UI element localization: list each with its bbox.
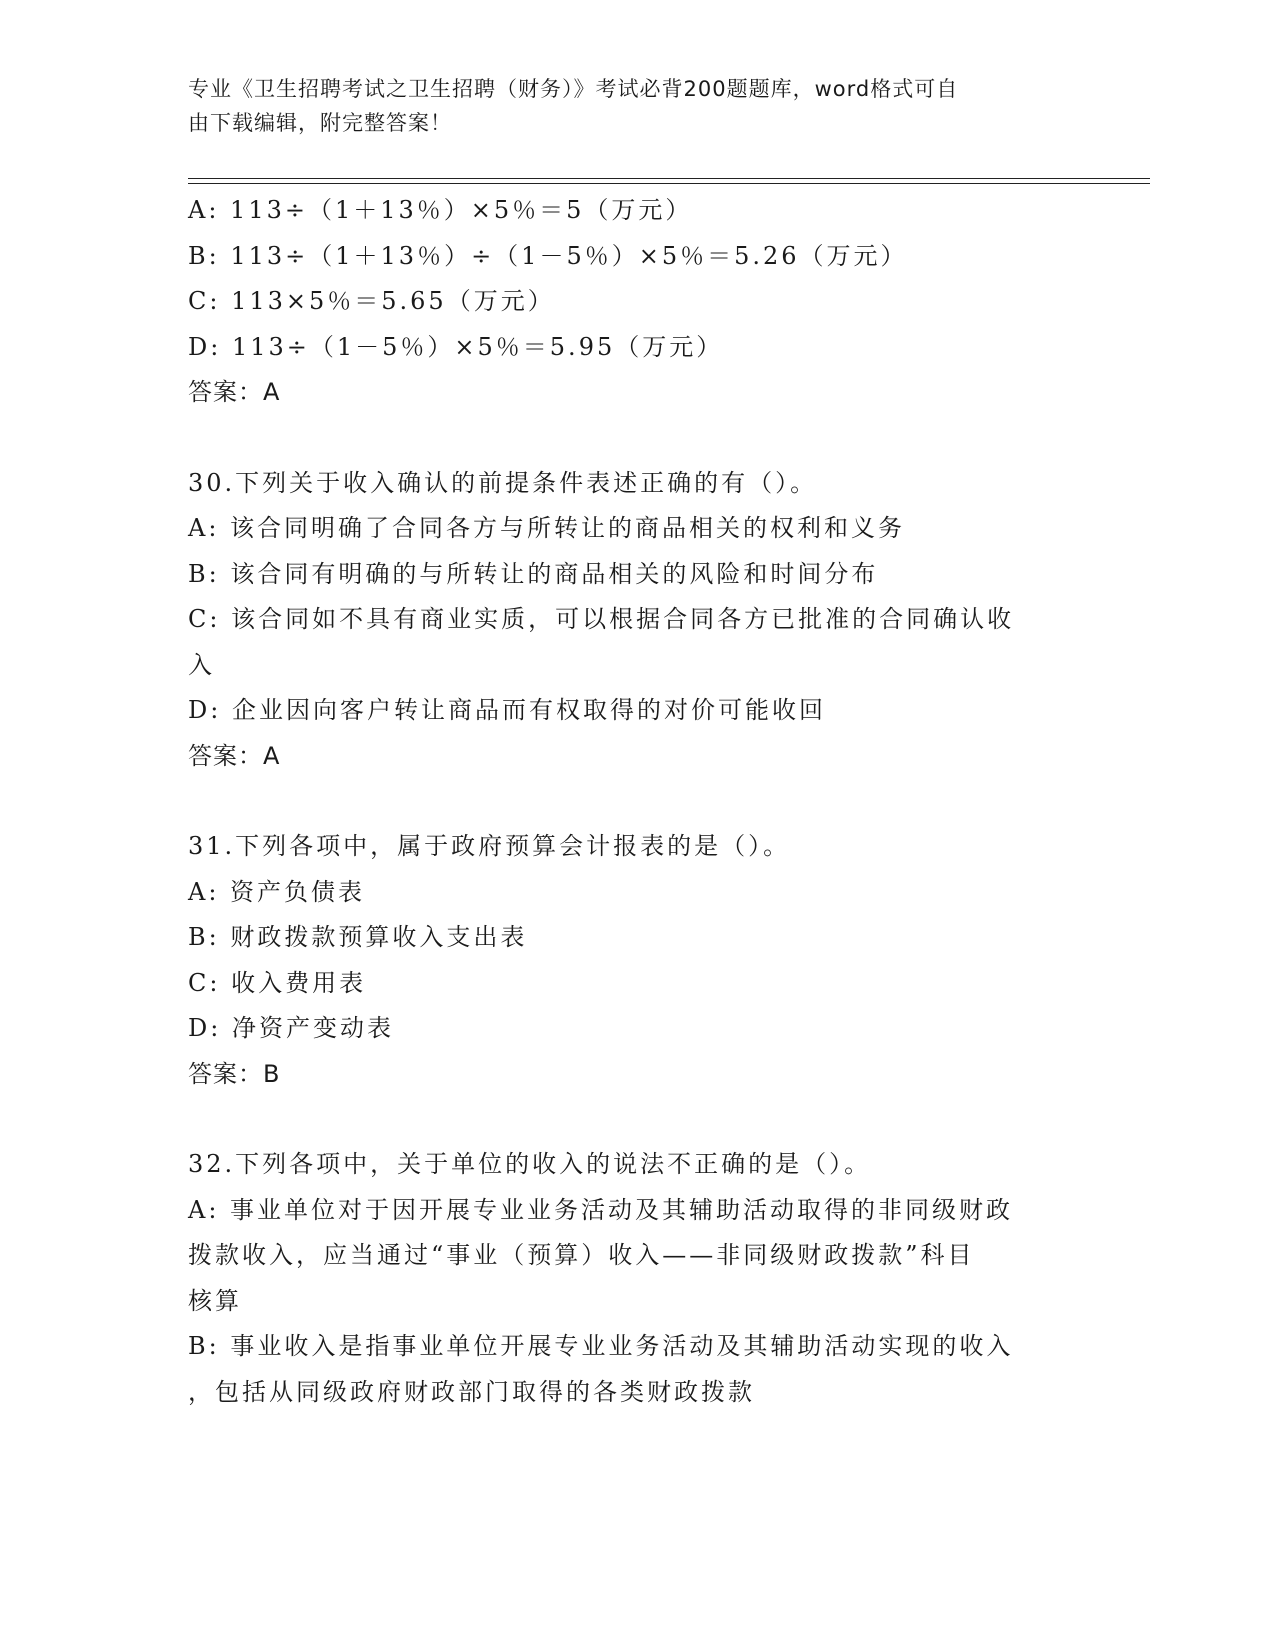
- q30-option-a: A: 该合同明确了合同各方与所转让的商品相关的权利和义务: [188, 514, 906, 542]
- q30-stem: 30.下列关于收入确认的前提条件表述正确的有（）。: [188, 468, 818, 497]
- question-30-block: [188, 461, 1088, 780]
- question-32-block: [188, 1142, 1088, 1415]
- q32-option-b-line-2: ，包括从同级政府财政部门取得的各类财政拨款: [188, 1377, 755, 1406]
- document-header: [188, 72, 1068, 140]
- q32-option-a-line-3: 核算: [188, 1286, 242, 1315]
- question-29-block: [188, 188, 1088, 416]
- header-divider-bottom: [188, 183, 1150, 184]
- q31-option-d: D: 净资产变动表: [188, 1014, 394, 1042]
- question-31-block: [188, 824, 1088, 1097]
- q30-option-c-line-1: C: 该合同如不具有商业实质，可以根据合同各方已批准的合同确认收: [188, 605, 1015, 633]
- q31-option-b: B: 财政拨款预算收入支出表: [188, 923, 528, 951]
- q29-option-a: A: 113÷（1＋13％）×5％＝5（万元）: [188, 196, 693, 224]
- q32-option-a-line-2: 拨款收入，应当通过“事业（预算）收入——非同级财政拨款”科目: [188, 1241, 975, 1269]
- spacer: [188, 779, 1088, 824]
- header-line-1: 专业《卫生招聘考试之卫生招聘（财务）》考试必背200题题库，word格式可自: [188, 77, 959, 101]
- q31-answer: 答案：B: [188, 1059, 281, 1088]
- spacer: [188, 1097, 1088, 1142]
- q30-option-d: D: 企业因向客户转让商品而有权取得的对价可能收回: [188, 696, 826, 724]
- header-line-2: 由下载编辑，附完整答案！: [188, 111, 452, 135]
- q29-option-d: D: 113÷（1－5％）×5％＝5.95（万元）: [188, 332, 724, 361]
- q30-option-b: B: 该合同有明确的与所转让的商品相关的风险和时间分布: [188, 559, 879, 588]
- q29-answer: 答案：A: [188, 378, 281, 406]
- q31-stem: 31.下列各项中，属于政府预算会计报表的是（）。: [188, 832, 791, 860]
- q31-option-c: C: 收入费用表: [188, 968, 367, 997]
- q29-option-c: C: 113×5％＝5.65（万元）: [188, 287, 555, 315]
- q30-answer: 答案：A: [188, 741, 281, 770]
- question-content: [188, 188, 1088, 1415]
- q29-option-b: B: 113÷（1＋13％）÷（1－5％）×5％＝5.26（万元）: [188, 241, 908, 270]
- spacer: [188, 416, 1088, 461]
- q32-option-a-line-1: A: 事业单位对于因开展专业业务活动及其辅助活动取得的非同级财政: [188, 1195, 1014, 1224]
- q31-option-a: A: 资产负债表: [188, 877, 366, 906]
- q32-option-b-line-1: B: 事业收入是指事业单位开展专业业务活动及其辅助活动实现的收入: [188, 1332, 1014, 1360]
- header-divider-top: [188, 178, 1150, 179]
- q30-option-c-line-2: 入: [188, 650, 215, 679]
- q32-stem: 32.下列各项中，关于单位的收入的说法不正确的是（）。: [188, 1150, 872, 1178]
